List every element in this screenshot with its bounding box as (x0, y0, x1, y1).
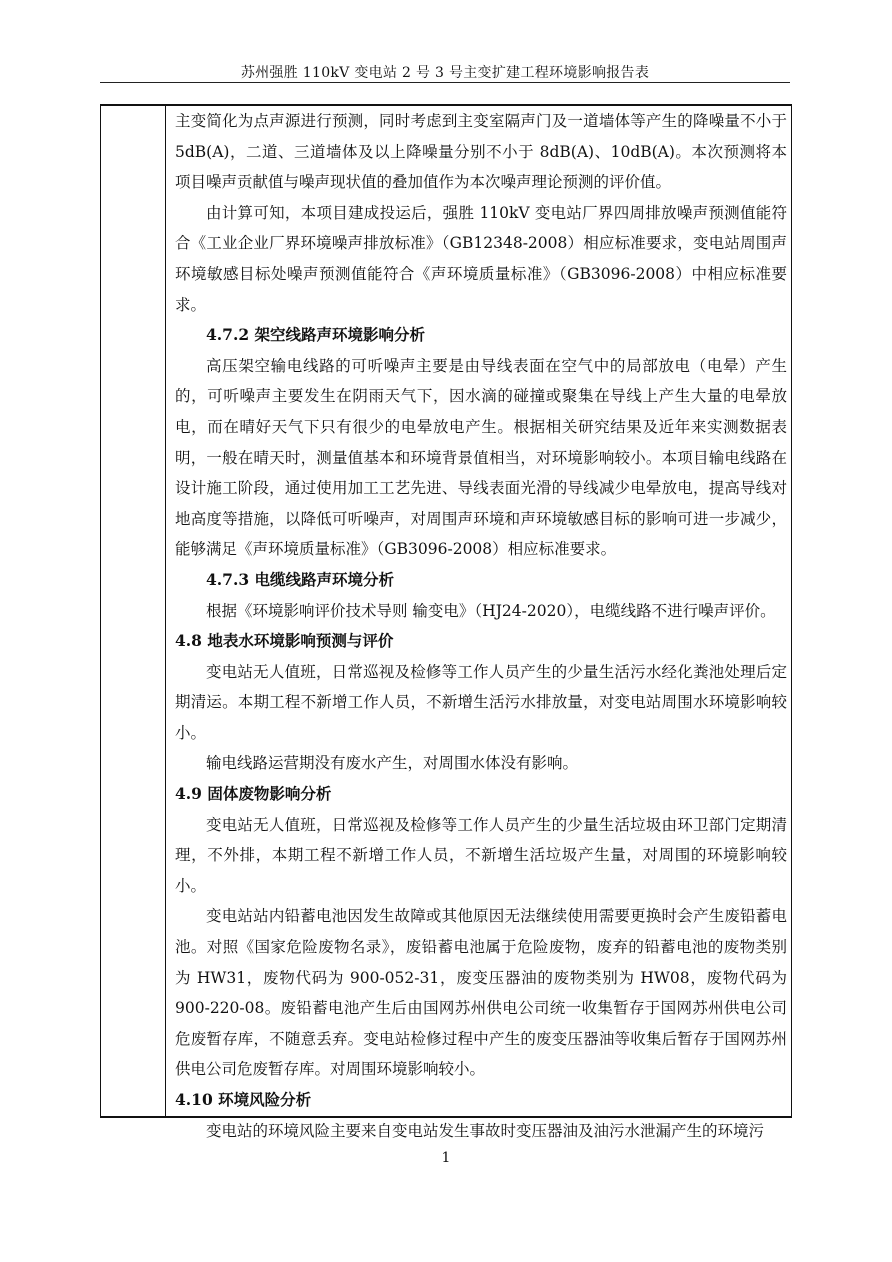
paragraph-domestic-waste: 变电站无人值班，日常巡视及检修等工作人员产生的少量生活垃圾由环卫部门定期清理，不外排，本期工程不新增工作人员，不新增生活垃圾产生量，对周围的环境影响较小。 (175, 815, 787, 895)
page-number: 1 (441, 1150, 451, 1166)
heading-4-10: 4.10 环境风险分析 (175, 1090, 312, 1109)
paragraph-overhead-line-noise: 高压架空输电线路的可听噪声主要是由导线表面在空气中的局部放电（电晕）产生的，可听噪声主要发生在阴雨天气下，因水滴的碰撞或聚集在导线上产生大量的电晕放电，而在晴好天气下只有很少的电晕放电产生。根据相关研究结果及近年来实测数据表明，一般在晴天时，测量值基本和环境背景值相当，对环境影响较小。本项目输电线路在设计施工阶段，通过使用加工工艺先进、导线表面光滑的导线减少电晕放电，提高导线对地高度等措施，以降低可听噪声，对周围声环境和声环境敏感目标的影响可进一步减少，能够满足《声环境质量标准》（GB3096-2008）相应标准要求。 (175, 356, 787, 559)
paragraph-cable-line-noise: 根据《环境影响评价技术导则 输变电》（HJ24-2020），电缆线路不进行噪声评价。 (206, 601, 776, 620)
heading-4-8: 4.8 地表水环境影响预测与评价 (175, 631, 394, 651)
paragraph-substation-wastewater: 变电站无人值班，日常巡视及检修等工作人员产生的少量生活污水经化粪池处理后定期清运。本期工程不新增工作人员，不新增生活污水排放量，对变电站周围水环境影响较小。 (175, 662, 787, 742)
heading-4-9: 4.9 固体废物影响分析 (175, 784, 332, 804)
table-content-cell (175, 106, 787, 1146)
paragraph-hazardous-waste: 变电站站内铅蓄电池因发生故障或其他原因无法继续使用需要更换时会产生废铅蓄电池。对照《国家危险废物名录》，废铅蓄电池属于危险废物，废弃的铅蓄电池的废物类别为 HW31，废物代码为 900-052-31，废变压器油的废物类别为 HW08，废物代码为 900-220-08。废铅蓄电池产生后由国网苏州供电公司统一收集暂存于国网苏州供电公司危废暂存库，不随意丢弃。变电站检修过程中产生的废变压器油等收集后暂存于国网苏州供电公司危废暂存库。对周围环境影响较小。 (175, 907, 787, 1079)
page-header-title: 苏州强胜 110kV 变电站 2 号 3 号主变扩建工程环境影响报告表 (240, 65, 650, 81)
paragraph-line-wastewater: 输电线路运营期没有废水产生，对周围水体没有影响。 (206, 754, 579, 773)
content-table (100, 104, 792, 1140)
heading-4-7-2: 4.7.2 架空线路声环境影响分析 (206, 325, 426, 345)
heading-4-7-3: 4.7.3 电缆线路声环境分析 (206, 569, 395, 589)
header-rule (100, 82, 790, 83)
paragraph-noise-source-model: 主变简化为点声源进行预测，同时考虑到主变室隔声门及一道墙体等产生的降噪量不小于5dB(A)，二道、三道墙体及以上降噪量分别不小于 8dB(A)、10dB(A)。本次预测将本项目噪声贡献值与噪声现状值的叠加值作为本次噪声理论预测的评价值。 (175, 112, 787, 192)
table-column-divider (165, 106, 166, 1116)
paragraph-environmental-risk: 变电站的环境风险主要来自变电站发生事故时变压器油及油污水泄漏产生的环境污 (206, 1121, 765, 1140)
paragraph-substation-noise-result: 由计算可知，本项目建成投运后，强胜 110kV 变电站厂界四周排放噪声预测值能符合《工业企业厂界环境噪声排放标准》（GB12348-2008）相应标准要求，变电站周围声环境敏感目标处噪声预测值能符合《声环境质量标准》（GB3096-2008）中相应标准要求。 (175, 203, 787, 314)
